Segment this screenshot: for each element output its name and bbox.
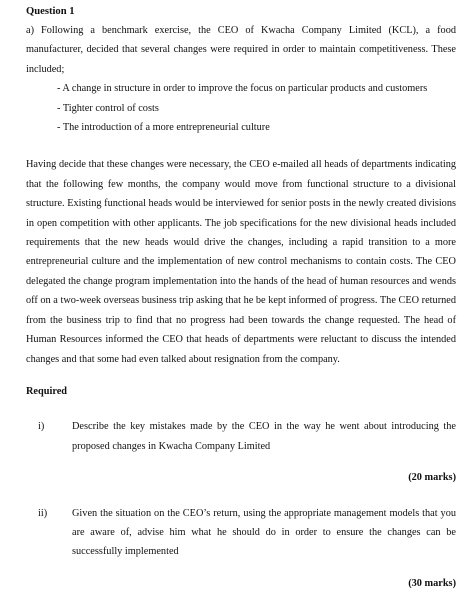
required-item-1 — [26, 417, 456, 456]
required-item-number: i) — [38, 421, 45, 433]
required-item-number: ii) — [38, 507, 48, 519]
required-item-2 — [26, 504, 456, 562]
case-body: Having decide that these changes were necessary, the CEO e-mailed all heads of departments indicating that the following few months, the company would move from functional structure to a divisional structure. Existing functional heads would be interviewed for senior posts in the newly created divisions in open competition with other applicants. The job specifications for the new divisional heads included requirements that the new heads would drive the changes, including a rapid transition to a more entrepreneurial culture and the implementation of new control mechanisms to contain costs. The CEO delegated the change program implementation into the hands of the head of human resources and wends off on a two-week overseas business trip asking that he be kept informed of progress. The CEO returned from the business trip to find that no progress had been towards the change requested. The head of Human Resources informed the CEO that heads of departments were reluctant to discuss the intended changes and that some had even talked about resignation from the company. — [26, 159, 456, 365]
required-item-text: Describe the key mistakes made by the CEO in the way he went about introducing the proposed changes in Kwacha Company Limited — [72, 421, 456, 452]
marks-label: (30 marks) — [408, 577, 456, 589]
required-heading: Required — [26, 385, 68, 397]
question-title: Question 1 — [26, 6, 75, 17]
question-intro: a) Following a benchmark exercise, the CEO of Kwacha Company Limited (KCL), a food manufacturer, decided that several changes were required in order to maintain competitiveness. These included; — [26, 25, 456, 75]
change-list-item: - A change in structure in order to improve the focus on particular products and customers — [57, 83, 428, 95]
marks-label: (20 marks) — [408, 472, 456, 484]
change-list-item: - The introduction of a more entrepreneurial culture — [57, 122, 270, 134]
change-list — [26, 79, 456, 137]
required-item-text: Given the situation on the CEO’s return, using the appropriate management models that you are aware of, advise him what he should do in order to ensure the changes can be successfully implemented — [72, 507, 456, 558]
change-list-item: - Tighter control of costs — [57, 102, 159, 114]
question-page — [26, 2, 456, 593]
